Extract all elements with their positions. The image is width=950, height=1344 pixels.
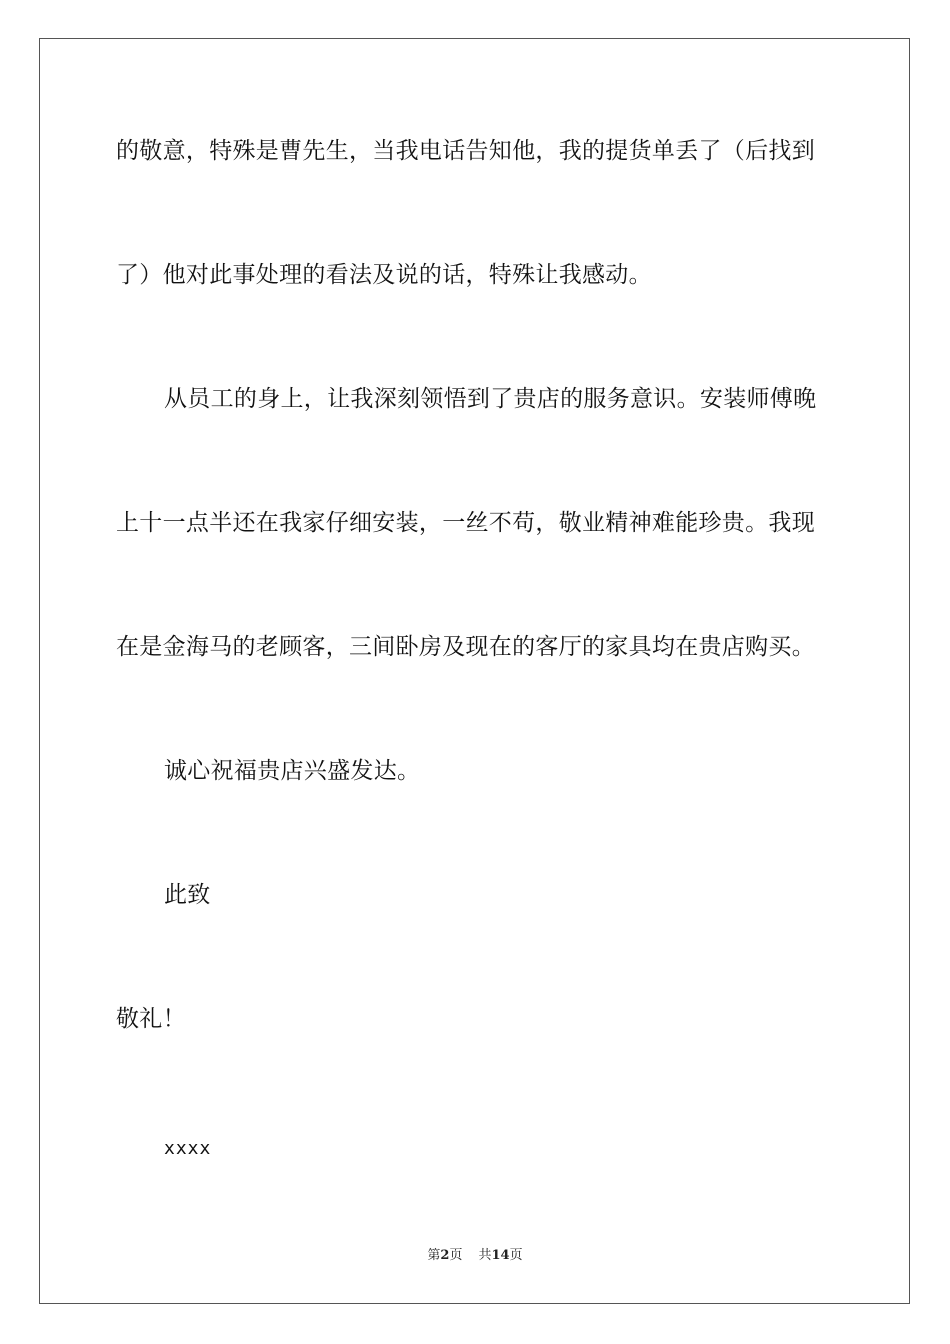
paragraph-line-2: 了）他对此事处理的看法及说的话，特殊让我感动。 — [116, 262, 652, 288]
signature: xxxx — [164, 1138, 212, 1159]
paragraph-line-5: 在是金海马的老顾客，三间卧房及现在的客厅的家具均在贵店购买。 — [116, 634, 815, 660]
page-suffix: 页 — [449, 1248, 463, 1263]
page-number: 2 — [440, 1248, 450, 1263]
page-border — [39, 38, 910, 1304]
paragraph-line-1: 的敬意，特殊是曹先生，当我电话告知他，我的提货单丢了（后找到 — [116, 138, 815, 164]
page-prefix: 第 — [427, 1248, 441, 1263]
paragraph-line-3: 从员工的身上，让我深刻领悟到了贵店的服务意识。安装师傅晚 — [164, 386, 817, 412]
paragraph-line-4: 上十一点半还在我家仔细安装，一丝不苟，敬业精神难能珍贵。我现 — [116, 510, 815, 536]
total-prefix: 共 — [478, 1248, 492, 1263]
total-suffix: 页 — [509, 1248, 523, 1263]
blessing-line: 诚心祝福贵店兴盛发达。 — [164, 758, 421, 784]
page-footer — [0, 1248, 950, 1264]
total-pages: 14 — [491, 1248, 510, 1263]
closing-respect: 敬礼！ — [116, 1006, 186, 1032]
closing-salutation: 此致 — [164, 882, 211, 908]
